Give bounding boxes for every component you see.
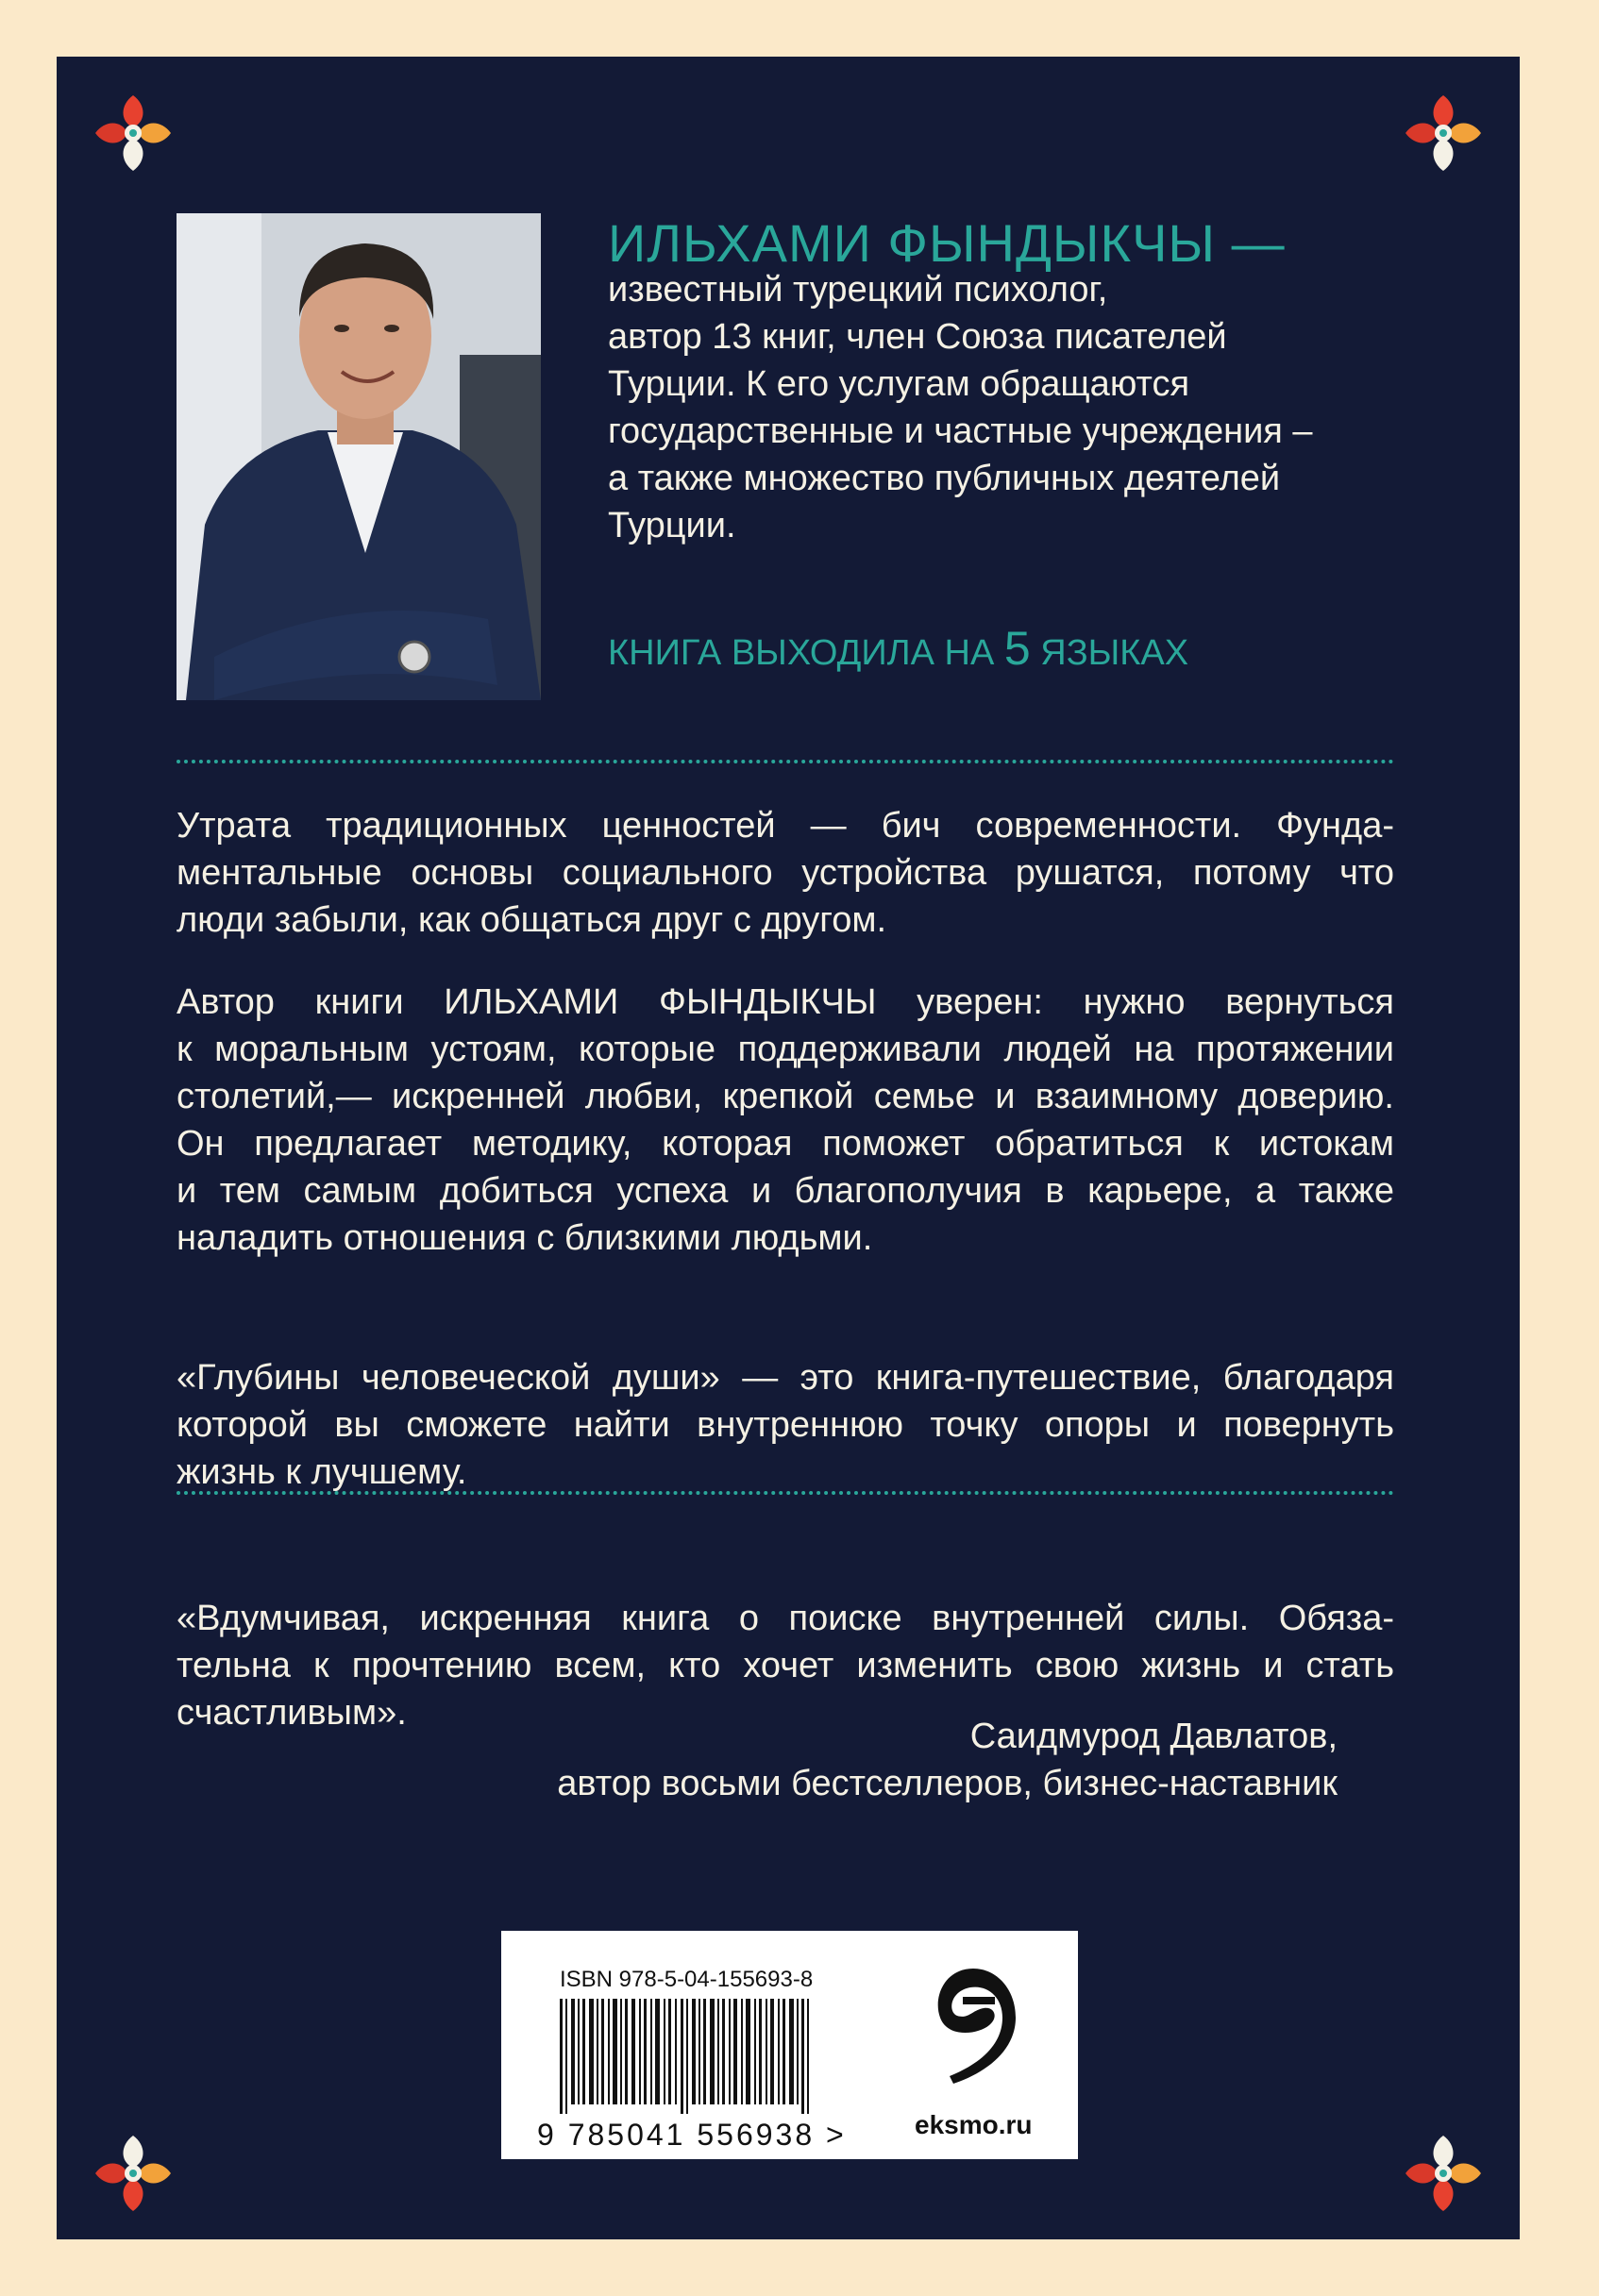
flower-ornament-icon xyxy=(1403,2133,1484,2214)
author-photo xyxy=(177,213,541,700)
flower-ornament-icon xyxy=(1403,92,1484,174)
bio-line: государственные и частные учреждения – xyxy=(608,411,1313,451)
paragraph-line: ментальные основы социального устройства рушатся, потому что xyxy=(177,853,1394,893)
paragraph-line: жизнь к лучшему. xyxy=(177,1452,467,1492)
author-bio xyxy=(608,266,1439,549)
languages-suffix: ЯЗЫКАХ xyxy=(1040,633,1189,673)
description-paragraph-1 xyxy=(177,802,1394,944)
languages-prefix: КНИГА ВЫХОДИЛА НА xyxy=(608,633,995,673)
barcode xyxy=(560,1999,843,2114)
publisher-site[interactable]: eksmo.ru xyxy=(915,2110,1033,2139)
paragraph-line: «Глубины человеческой души» — это книга-путешествие, благодаря xyxy=(177,1358,1394,1398)
flower-ornament-icon xyxy=(93,92,174,174)
bio-line: известный турецкий психолог, xyxy=(608,270,1108,310)
barcode-digits: 9 785041 556938 > xyxy=(537,2118,847,2152)
barcode-box xyxy=(501,1931,1078,2159)
dotted-divider xyxy=(177,760,1394,763)
eksmo-logo-icon xyxy=(921,1959,1025,2091)
languages-number: 5 xyxy=(1003,622,1031,675)
isbn-label: ISBN 978-5-04-155693-8 xyxy=(560,1967,814,1992)
bio-line: Турции. К его услугам обращаются xyxy=(608,364,1190,404)
dotted-divider xyxy=(177,1491,1394,1495)
languages-note xyxy=(608,621,1188,676)
paragraph-line: Утрата традиционных ценностей — бич современности. Фунда- xyxy=(177,806,1394,846)
paragraph-line: Автор книги ИЛЬХАМИ ФЫНДЫКЧЫ уверен: нужно вернуться xyxy=(177,982,1394,1022)
paragraph-line: наладить отношения с близкими людьми. xyxy=(177,1218,873,1258)
bio-line: а также множество публичных деятелей xyxy=(608,459,1281,498)
paragraph-line: и тем самым добиться успеха и благополучия в карьере, а также xyxy=(177,1171,1394,1211)
description-paragraph-3 xyxy=(177,1354,1394,1496)
quote-line: «Вдумчивая, искренняя книга о поиске внутренней силы. Обяза- xyxy=(177,1599,1394,1638)
attribution-role: автор восьми бестселлеров, бизнес-наставник xyxy=(557,1764,1338,1803)
bio-line: автор 13 книг, член Союза писателей xyxy=(608,317,1227,357)
flower-ornament-icon xyxy=(93,2133,174,2214)
paragraph-line: Он предлагает методику, которая поможет обратиться к истокам xyxy=(177,1124,1394,1164)
author-name: ИЛЬХАМИ ФЫНДЫКЧЫ — xyxy=(608,213,1286,273)
paragraph-line: столетий,— искренней любви, крепкой семье и взаимному доверию. xyxy=(177,1077,1394,1116)
paragraph-line: люди забыли, как общаться друг с другом. xyxy=(177,900,887,940)
quote-line: тельна к прочтению всем, кто хочет изменить свою жизнь и стать xyxy=(177,1646,1394,1685)
quote-attribution xyxy=(557,1713,1338,1807)
book-back-cover xyxy=(57,57,1520,2239)
quote-line: счастливым». xyxy=(177,1693,407,1733)
attribution-name: Саидмурод Давлатов, xyxy=(969,1717,1338,1756)
paragraph-line: к моральным устоям, которые поддерживали людей на протяжении xyxy=(177,1030,1394,1069)
bio-line: Турции. xyxy=(608,506,736,545)
paragraph-line: которой вы сможете найти внутреннюю точку опоры и повернуть xyxy=(177,1405,1394,1445)
description-paragraph-2 xyxy=(177,979,1394,1262)
